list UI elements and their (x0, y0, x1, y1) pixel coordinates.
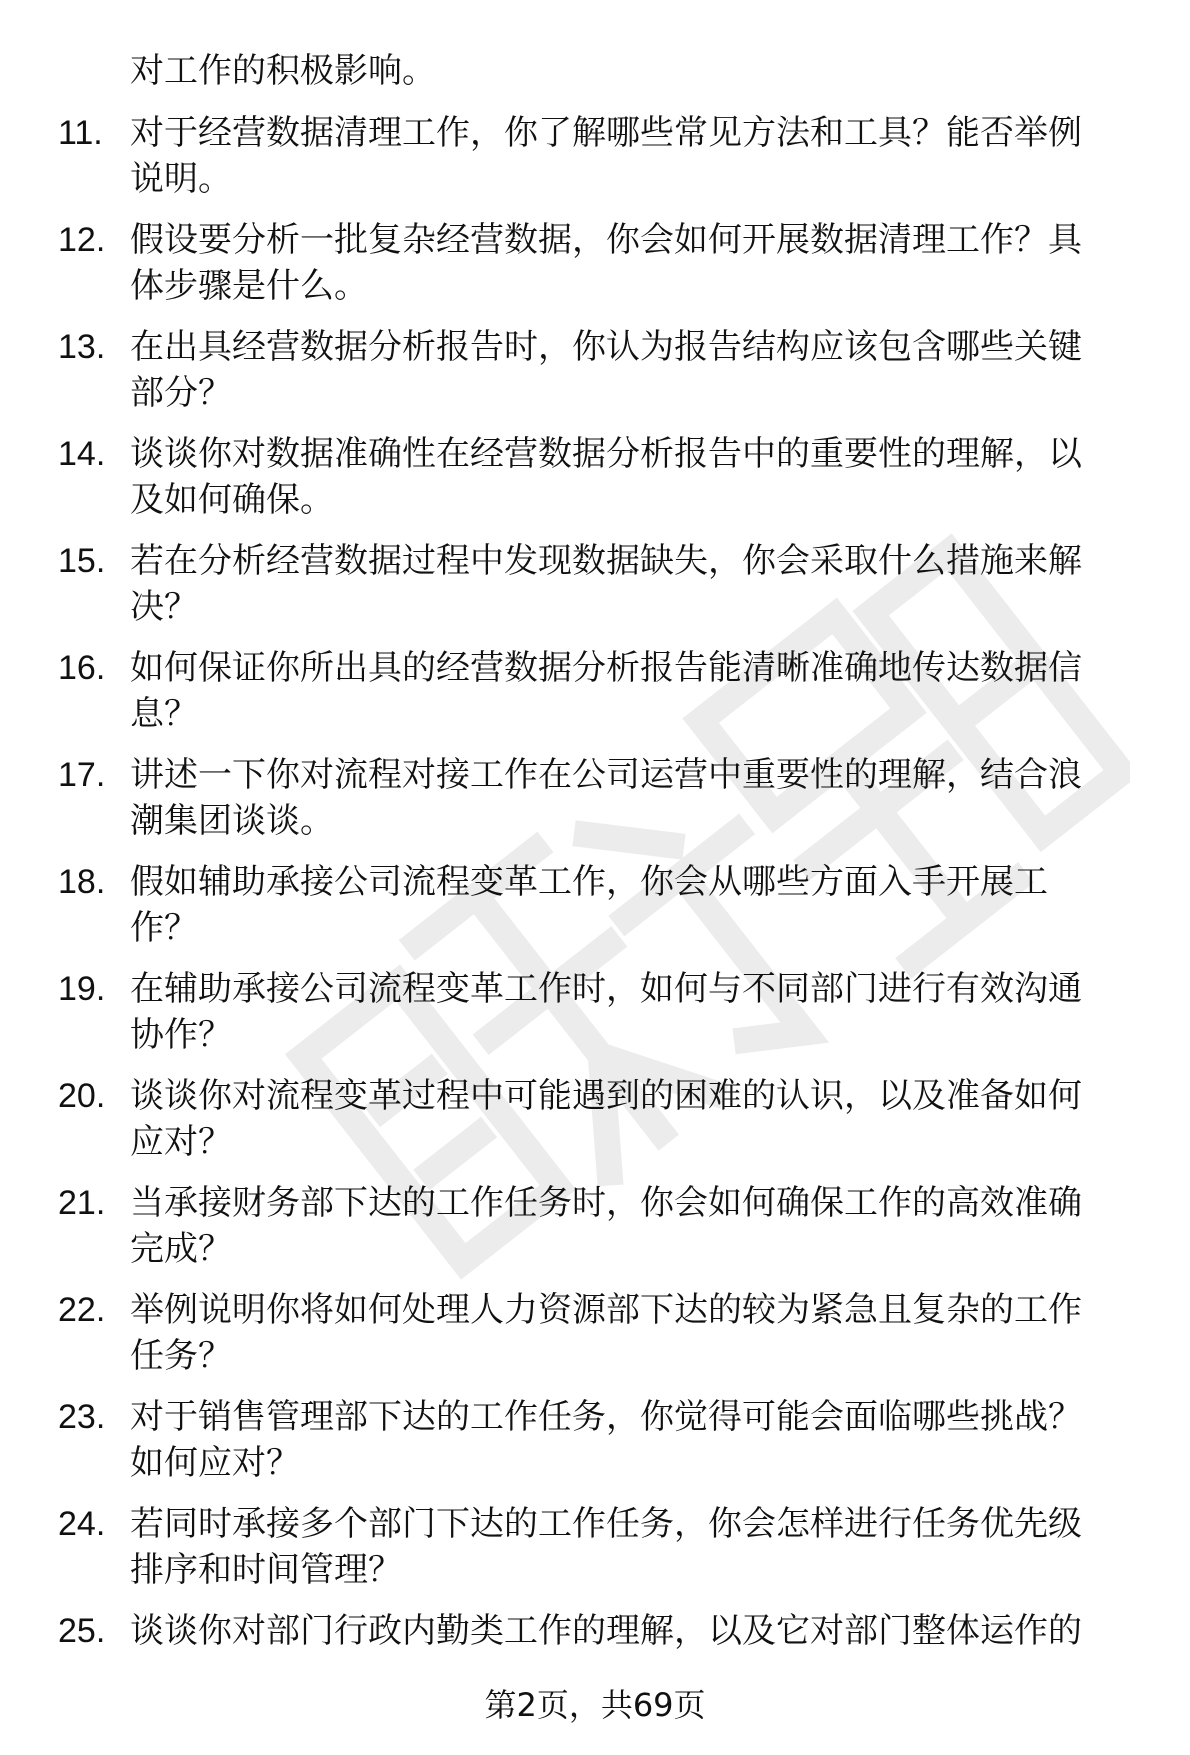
list-item (0, 1501, 1190, 1597)
question-text (130, 1501, 1150, 1593)
question-text (130, 966, 1150, 1058)
list-item (0, 859, 1190, 955)
question-line: 应对？ (130, 1122, 232, 1162)
question-line: 在出具经营数据分析报告时，你认为报告结构应该包含哪些关键 (130, 327, 1082, 367)
question-line: 谈谈你对部门行政内勤类工作的理解，以及它对部门整体运作的 (130, 1611, 1082, 1651)
question-text (130, 1394, 1150, 1486)
question-line: 讲述一下你对流程对接工作在公司运营中重要性的理解，结合浪 (130, 755, 1082, 795)
list-item (0, 1180, 1190, 1276)
question-line: 举例说明你将如何处理人力资源部下达的较为紧急且复杂的工作 (130, 1290, 1082, 1330)
question-text (130, 645, 1150, 737)
continuation-text: 对工作的积极影响。 (130, 51, 436, 91)
question-number: 21. (58, 1184, 106, 1222)
question-line: 假如辅助承接公司流程变革工作，你会从哪些方面入手开展工 (130, 862, 1048, 902)
question-text (130, 1608, 1150, 1654)
question-line: 如何保证你所出具的经营数据分析报告能清晰准确地传达数据信 (130, 648, 1082, 688)
question-text (130, 110, 1150, 202)
question-text (130, 859, 1150, 951)
question-number: 14. (58, 435, 106, 473)
question-text (130, 1287, 1150, 1379)
list-item (0, 752, 1190, 848)
list-item (0, 1073, 1190, 1169)
question-number: 25. (58, 1612, 106, 1650)
question-line: 作？ (130, 908, 198, 948)
question-number: 16. (58, 649, 106, 687)
question-text (130, 752, 1150, 844)
list-item (0, 966, 1190, 1062)
question-line: 当承接财务部下达的工作任务时，你会如何确保工作的高效准确 (130, 1183, 1082, 1223)
question-text (130, 538, 1150, 630)
question-line: 谈谈你对流程变革过程中可能遇到的困难的认识，以及准备如何 (130, 1076, 1082, 1116)
question-number: 17. (58, 756, 106, 794)
question-line: 对于销售管理部下达的工作任务，你觉得可能会面临哪些挑战？ (130, 1397, 1082, 1437)
question-number: 22. (58, 1291, 106, 1329)
question-text (130, 431, 1150, 523)
question-line: 完成？ (130, 1229, 232, 1269)
list-item (0, 1394, 1190, 1490)
list-item (0, 217, 1190, 313)
question-line: 及如何确保。 (130, 480, 334, 520)
question-text (130, 217, 1150, 309)
question-line: 对于经营数据清理工作，你了解哪些常见方法和工具？能否举例 (130, 113, 1082, 153)
list-item (0, 1287, 1190, 1383)
question-line: 若同时承接多个部门下达的工作任务，你会怎样进行任务优先级 (130, 1504, 1082, 1544)
question-text (130, 1180, 1150, 1272)
page-number-footer: 第2页，共69页 (484, 1686, 706, 1724)
question-line: 协作？ (130, 1015, 232, 1055)
question-number: 23. (58, 1398, 106, 1436)
question-line: 排序和时间管理？ (130, 1550, 402, 1590)
question-text (130, 1073, 1150, 1165)
question-number: 12. (58, 221, 106, 259)
question-line: 在辅助承接公司流程变革工作时，如何与不同部门进行有效沟通 (130, 969, 1082, 1009)
question-line: 任务？ (130, 1336, 232, 1376)
question-number: 15. (58, 542, 106, 580)
question-list (0, 110, 1190, 1715)
question-line: 说明。 (130, 159, 232, 199)
question-line: 若在分析经营数据过程中发现数据缺失，你会采取什么措施来解 (130, 541, 1082, 581)
question-text (130, 324, 1150, 416)
list-item (0, 538, 1190, 634)
list-item (0, 431, 1190, 527)
question-number: 18. (58, 863, 106, 901)
question-line: 息？ (130, 694, 198, 734)
question-line: 假设要分析一批复杂经营数据，你会如何开展数据清理工作？具 (130, 220, 1082, 260)
question-number: 13. (58, 328, 106, 366)
question-line: 决？ (130, 587, 198, 627)
question-line: 潮集团谈谈。 (130, 801, 334, 841)
question-number: 11. (58, 114, 103, 152)
list-item (0, 324, 1190, 420)
question-number: 20. (58, 1077, 106, 1115)
list-item (0, 645, 1190, 741)
question-line: 如何应对？ (130, 1443, 300, 1483)
question-number: 19. (58, 970, 106, 1008)
list-item (0, 110, 1190, 206)
question-line: 谈谈你对数据准确性在经营数据分析报告中的重要性的理解，以 (130, 434, 1082, 474)
question-number: 24. (58, 1505, 106, 1543)
question-line: 部分？ (130, 373, 232, 413)
question-line: 体步骤是什么。 (130, 266, 368, 306)
